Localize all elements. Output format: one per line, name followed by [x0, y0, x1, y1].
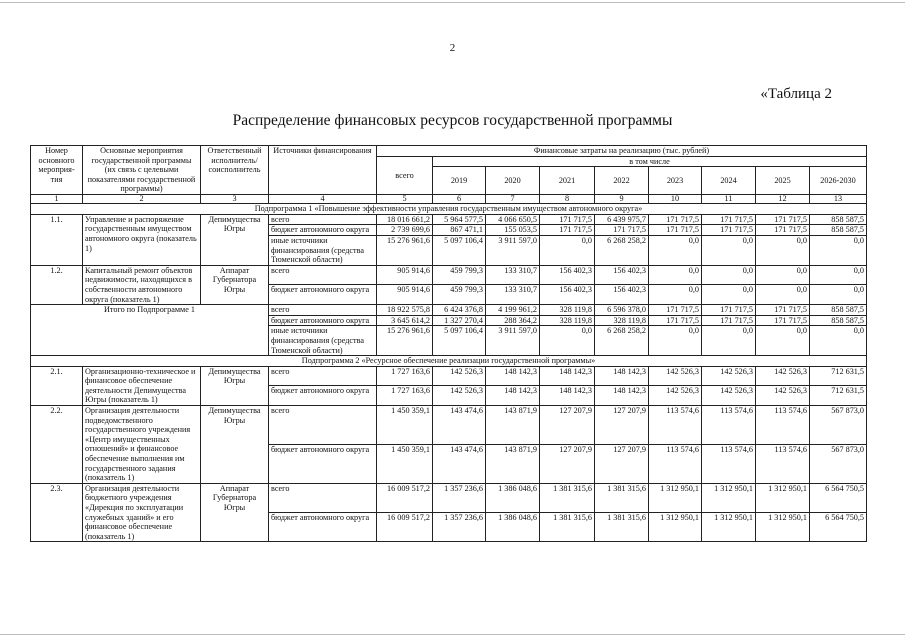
header-number: Номер основного мероприя-тия: [31, 146, 83, 195]
measure-number: 2.3.: [31, 483, 83, 542]
column-number: 12: [756, 195, 810, 204]
amount-cell: 113 574,6: [702, 444, 756, 483]
amount-cell: 171 717,5: [649, 315, 702, 326]
amount-cell: 2 739 699,6: [377, 225, 433, 236]
measure-number: 1.2.: [31, 265, 83, 304]
amount-cell: 133 310,7: [486, 285, 540, 305]
column-number: 6: [433, 195, 486, 204]
table-row: [31, 214, 867, 225]
amount-cell: 1 381 315,6: [595, 483, 649, 512]
amount-cell: 1 312 950,1: [649, 483, 702, 512]
amount-cell: 142 526,3: [649, 366, 702, 386]
amount-cell: 712 631,5: [810, 366, 867, 386]
amount-cell: 5 964 577,5: [433, 214, 486, 225]
measure-number: 1.1.: [31, 214, 83, 265]
amount-cell: 867 471,1: [433, 225, 486, 236]
amount-cell: 113 574,6: [756, 406, 810, 445]
amount-cell: 113 574,6: [756, 444, 810, 483]
amount-cell: 113 574,6: [702, 406, 756, 445]
amount-cell: 1 312 950,1: [649, 513, 702, 542]
amount-cell: 1 312 950,1: [756, 513, 810, 542]
measure-executor: Аппарат Губернатора Югры: [201, 483, 269, 542]
column-number: 11: [702, 195, 756, 204]
measure-number: 2.1.: [31, 366, 83, 405]
table-caption: «Таблица 2: [760, 86, 832, 102]
amount-cell: 0,0: [649, 265, 702, 285]
column-number: 5: [377, 195, 433, 204]
amount-cell: 142 526,3: [702, 386, 756, 406]
subprogram-2-heading: Подпрограмма 2 «Ресурсное обеспечение реализации государственной программы»: [31, 356, 867, 367]
amount-cell: 0,0: [540, 326, 595, 356]
amount-cell: 5 097 106,4: [433, 235, 486, 265]
amount-cell: 0,0: [702, 265, 756, 285]
amount-cell: 156 402,3: [595, 285, 649, 305]
amount-cell: 0,0: [810, 285, 867, 305]
measure-executor: Депимущества Югры: [201, 214, 269, 265]
amount-cell: 171 717,5: [702, 214, 756, 225]
amount-cell: 905 914,6: [377, 265, 433, 285]
header-year: 2019: [433, 167, 486, 195]
amount-cell: 3 645 614,2: [377, 315, 433, 326]
amount-cell: 328 119,8: [540, 305, 595, 316]
table-row: [31, 265, 867, 285]
measure-executor: Аппарат Губернатора Югры: [201, 265, 269, 304]
amount-cell: 1 312 950,1: [756, 483, 810, 512]
amount-cell: 171 717,5: [756, 305, 810, 316]
amount-cell: 0,0: [810, 326, 867, 356]
amount-cell: 143 871,9: [486, 406, 540, 445]
amount-cell: 148 142,3: [595, 366, 649, 386]
amount-cell: 712 631,5: [810, 386, 867, 406]
amount-cell: 328 119,8: [595, 315, 649, 326]
amount-cell: 288 364,2: [486, 315, 540, 326]
header-including: в том числе: [433, 156, 867, 167]
subprogram-1-heading: Подпрограмма 1 «Повышение эффективности управления государственным имуществом автономного округа»: [31, 204, 867, 215]
amount-cell: 171 717,5: [649, 225, 702, 236]
amount-cell: 156 402,3: [595, 265, 649, 285]
amount-cell: 459 799,3: [433, 285, 486, 305]
amount-cell: 858 587,5: [810, 305, 867, 316]
measure-name: Капитальный ремонт объектов недвижимости, находящихся в собственности автономного округа (показатель 1): [83, 265, 201, 304]
amount-cell: 6 439 975,7: [595, 214, 649, 225]
amount-cell: 0,0: [756, 265, 810, 285]
amount-cell: 171 717,5: [756, 214, 810, 225]
amount-cell: 113 574,6: [649, 406, 702, 445]
amount-cell: 15 276 961,6: [377, 235, 433, 265]
scan-edge-top: [0, 2, 905, 3]
amount-cell: 0,0: [756, 326, 810, 356]
funding-source: всего: [269, 366, 377, 386]
amount-cell: 127 207,9: [540, 444, 595, 483]
funding-source: всего: [269, 214, 377, 225]
amount-cell: 1 381 315,6: [540, 513, 595, 542]
amount-cell: 1 357 236,6: [433, 483, 486, 512]
amount-cell: 1 386 048,6: [486, 483, 540, 512]
amount-cell: 142 526,3: [433, 386, 486, 406]
amount-cell: 0,0: [702, 235, 756, 265]
finance-table: [30, 145, 867, 542]
amount-cell: 156 402,3: [540, 285, 595, 305]
measure-number: 2.2.: [31, 406, 83, 484]
measure-name: Организация деятельности бюджетного учреждения «Дирекция по эксплуатации служебных зданий» и его финансовое обеспечение (показатель 1): [83, 483, 201, 542]
amount-cell: 142 526,3: [649, 386, 702, 406]
funding-source: бюджет автономного округа: [269, 513, 377, 542]
amount-cell: 0,0: [756, 235, 810, 265]
amount-cell: 155 053,5: [486, 225, 540, 236]
amount-cell: 0,0: [649, 235, 702, 265]
amount-cell: 1 386 048,6: [486, 513, 540, 542]
amount-cell: 0,0: [810, 265, 867, 285]
amount-cell: 142 526,3: [433, 366, 486, 386]
header-total: всего: [377, 156, 433, 195]
amount-cell: 1 450 359,1: [377, 406, 433, 445]
amount-cell: 171 717,5: [649, 305, 702, 316]
amount-cell: 1 357 236,6: [433, 513, 486, 542]
amount-cell: 0,0: [702, 326, 756, 356]
funding-source: всего: [269, 406, 377, 445]
amount-cell: 18 922 575,8: [377, 305, 433, 316]
header-year: 2023: [649, 167, 702, 195]
amount-cell: 0,0: [810, 235, 867, 265]
amount-cell: 567 873,0: [810, 406, 867, 445]
column-number: 7: [486, 195, 540, 204]
amount-cell: 328 119,8: [540, 315, 595, 326]
funding-source: всего: [269, 265, 377, 285]
amount-cell: 3 911 597,0: [486, 235, 540, 265]
funding-source: бюджет автономного округа: [269, 444, 377, 483]
amount-cell: 1 312 950,1: [702, 513, 756, 542]
funding-source: иные источники финансирования (средства Тюменской области): [269, 326, 377, 356]
measure-executor: Депимущества Югры: [201, 406, 269, 484]
header-year: 2025: [756, 167, 810, 195]
amount-cell: 0,0: [649, 326, 702, 356]
amount-cell: 16 009 517,2: [377, 483, 433, 512]
scan-edge-bottom: [0, 634, 905, 635]
amount-cell: 6 564 750,5: [810, 513, 867, 542]
amount-cell: 858 587,5: [810, 214, 867, 225]
amount-cell: 127 207,9: [595, 406, 649, 445]
funding-source: бюджет автономного округа: [269, 225, 377, 236]
funding-source: всего: [269, 483, 377, 512]
amount-cell: 156 402,3: [540, 265, 595, 285]
header-year: 2022: [595, 167, 649, 195]
amount-cell: 113 574,6: [649, 444, 702, 483]
amount-cell: 171 717,5: [756, 315, 810, 326]
measure-executor: Депимущества Югры: [201, 366, 269, 405]
table-row: [31, 483, 867, 512]
amount-cell: 142 526,3: [756, 366, 810, 386]
amount-cell: 1 450 359,1: [377, 444, 433, 483]
amount-cell: 148 142,3: [486, 366, 540, 386]
amount-cell: 6 564 750,5: [810, 483, 867, 512]
amount-cell: 171 717,5: [702, 225, 756, 236]
amount-cell: 16 009 517,2: [377, 513, 433, 542]
header-executor: Ответственный исполнитель/ соисполнитель: [201, 146, 269, 195]
amount-cell: 6 596 378,0: [595, 305, 649, 316]
amount-cell: 142 526,3: [756, 386, 810, 406]
measure-name: Организационно-техническое и финансовое обеспечение деятельности Депимущества Югры (показатель 1): [83, 366, 201, 405]
table-row: [31, 406, 867, 445]
measure-name: Организация деятельности подведомственного государственного учреждения «Центр имущественных отношений» и финансовое обеспечение выполнения им государственного задания (показатель 1): [83, 406, 201, 484]
column-number: 13: [810, 195, 867, 204]
funding-source: бюджет автономного округа: [269, 315, 377, 326]
amount-cell: 3 911 597,0: [486, 326, 540, 356]
amount-cell: 6 268 258,2: [595, 326, 649, 356]
header-sources: Источники финансирования: [269, 146, 377, 195]
amount-cell: 1 381 315,6: [540, 483, 595, 512]
amount-cell: 1 312 950,1: [702, 483, 756, 512]
amount-cell: 171 717,5: [702, 315, 756, 326]
amount-cell: 143 871,9: [486, 444, 540, 483]
amount-cell: 1 727 163,6: [377, 386, 433, 406]
amount-cell: 1 381 315,6: [595, 513, 649, 542]
column-number: 2: [83, 195, 201, 204]
amount-cell: 4 199 961,2: [486, 305, 540, 316]
amount-cell: 1 727 163,6: [377, 366, 433, 386]
amount-cell: 148 142,3: [486, 386, 540, 406]
amount-cell: 148 142,3: [595, 386, 649, 406]
amount-cell: 15 276 961,6: [377, 326, 433, 356]
funding-source: всего: [269, 305, 377, 316]
amount-cell: 171 717,5: [540, 214, 595, 225]
amount-cell: 6 424 376,8: [433, 305, 486, 316]
column-number: 8: [540, 195, 595, 204]
header-year: 2021: [540, 167, 595, 195]
amount-cell: 148 142,3: [540, 386, 595, 406]
amount-cell: 127 207,9: [540, 406, 595, 445]
header-year: 2024: [702, 167, 756, 195]
amount-cell: 0,0: [649, 285, 702, 305]
amount-cell: 1 327 270,4: [433, 315, 486, 326]
column-number: 10: [649, 195, 702, 204]
funding-source: иные источники финансирования (средства Тюменской области): [269, 235, 377, 265]
amount-cell: 6 268 258,2: [595, 235, 649, 265]
amount-cell: 171 717,5: [540, 225, 595, 236]
amount-cell: 0,0: [756, 285, 810, 305]
amount-cell: 18 016 661,2: [377, 214, 433, 225]
table-row: [31, 366, 867, 386]
column-number: 9: [595, 195, 649, 204]
header-finance: Финансовые затраты на реализацию (тыс. рублей): [377, 146, 867, 157]
amount-cell: 858 587,5: [810, 225, 867, 236]
amount-cell: 148 142,3: [540, 366, 595, 386]
amount-cell: 133 310,7: [486, 265, 540, 285]
amount-cell: 858 587,5: [810, 315, 867, 326]
column-number: 4: [269, 195, 377, 204]
page-number: 2: [449, 42, 456, 54]
total-label: Итого по Подпрограмме 1: [31, 305, 269, 356]
amount-cell: 171 717,5: [649, 214, 702, 225]
header-year: 2026-2030: [810, 167, 867, 195]
amount-cell: 142 526,3: [702, 366, 756, 386]
amount-cell: 143 474,6: [433, 406, 486, 445]
amount-cell: 127 207,9: [595, 444, 649, 483]
measure-name: Управление и распоряжение государственным имуществом автономного округа (показатель 1): [83, 214, 201, 265]
amount-cell: 171 717,5: [756, 225, 810, 236]
amount-cell: 171 717,5: [702, 305, 756, 316]
amount-cell: 567 873,0: [810, 444, 867, 483]
amount-cell: 0,0: [540, 235, 595, 265]
amount-cell: 143 474,6: [433, 444, 486, 483]
amount-cell: 4 066 650,5: [486, 214, 540, 225]
header-measures: Основные мероприятия государственной программы (их связь с целевыми показателями государственной программы): [83, 146, 201, 195]
amount-cell: 905 914,6: [377, 285, 433, 305]
table-row: [31, 305, 867, 316]
amount-cell: 5 097 106,4: [433, 326, 486, 356]
column-number: 1: [31, 195, 83, 204]
document-title: Распределение финансовых ресурсов государственной программы: [232, 112, 673, 129]
amount-cell: 459 799,3: [433, 265, 486, 285]
amount-cell: 171 717,5: [595, 225, 649, 236]
funding-source: бюджет автономного округа: [269, 386, 377, 406]
amount-cell: 0,0: [702, 285, 756, 305]
funding-source: бюджет автономного округа: [269, 285, 377, 305]
header-year: 2020: [486, 167, 540, 195]
column-number: 3: [201, 195, 269, 204]
